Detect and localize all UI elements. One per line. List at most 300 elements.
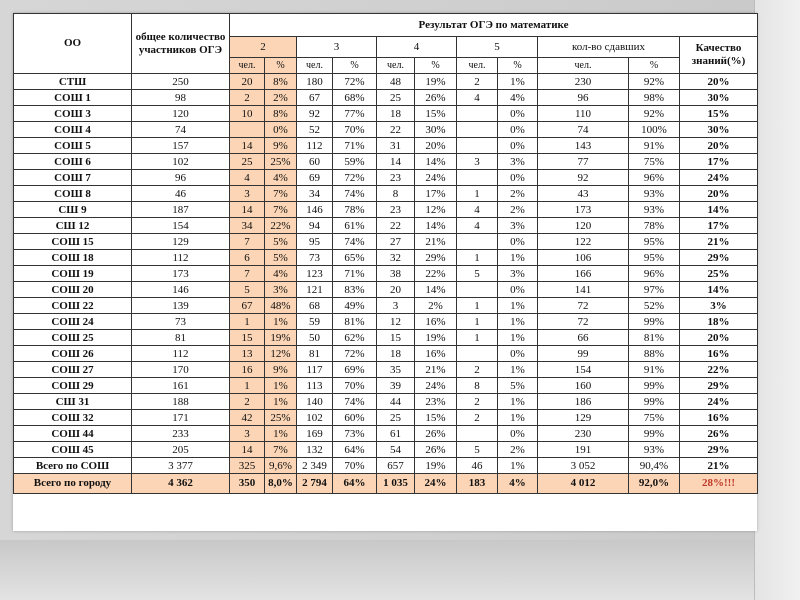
cell-g4p: 12% <box>415 202 457 218</box>
cell-pc: 173 <box>538 202 629 218</box>
cell-g5p: 0% <box>498 106 538 122</box>
cell-g3p: 64% <box>333 474 377 494</box>
cell-q: 18% <box>680 314 758 330</box>
cell-g5p: 0% <box>498 426 538 442</box>
cell-g4c: 18 <box>377 106 415 122</box>
cell-g5p: 1% <box>498 314 538 330</box>
cell-g3p: 77% <box>333 106 377 122</box>
cell-g5c: 8 <box>457 378 498 394</box>
cell-pc: 166 <box>538 266 629 282</box>
cell-pc: 77 <box>538 154 629 170</box>
school-name: СОШ 20 <box>14 282 132 298</box>
cell-g4c: 18 <box>377 346 415 362</box>
table-row <box>14 378 758 394</box>
cell-pc: 66 <box>538 330 629 346</box>
cell-g2p: 1% <box>265 314 297 330</box>
background-bottom <box>0 540 800 600</box>
cell-pc: 96 <box>538 90 629 106</box>
cell-q: 21% <box>680 234 758 250</box>
cell-g4p: 21% <box>415 234 457 250</box>
cell-g4p: 24% <box>415 170 457 186</box>
cell-g5p: 1% <box>498 330 538 346</box>
table-row <box>14 362 758 378</box>
cell-g3c: 81 <box>297 346 333 362</box>
cell-g2p: 12% <box>265 346 297 362</box>
cell-total: 3 377 <box>132 458 230 474</box>
cell-total: 154 <box>132 218 230 234</box>
cell-g3p: 72% <box>333 170 377 186</box>
cell-g3p: 78% <box>333 202 377 218</box>
cell-g3c: 2 349 <box>297 458 333 474</box>
cell-g4p: 2% <box>415 298 457 314</box>
cell-total: 81 <box>132 330 230 346</box>
cell-g5c <box>457 138 498 154</box>
cell-g3p: 72% <box>333 346 377 362</box>
table-row <box>14 138 758 154</box>
cell-q: 20% <box>680 330 758 346</box>
cell-g4c: 48 <box>377 74 415 90</box>
results-sheet <box>13 13 757 531</box>
cell-total: 170 <box>132 362 230 378</box>
cell-g5p: 3% <box>498 218 538 234</box>
cell-g2c: 14 <box>230 202 265 218</box>
cell-total: 73 <box>132 314 230 330</box>
cell-g4c: 25 <box>377 410 415 426</box>
cell-q: 29% <box>680 250 758 266</box>
cell-pp: 91% <box>629 362 680 378</box>
table-row <box>14 266 758 282</box>
cell-g3p: 61% <box>333 218 377 234</box>
cell-g4c: 8 <box>377 186 415 202</box>
cell-g5c <box>457 170 498 186</box>
cell-q: 29% <box>680 442 758 458</box>
cell-total: 139 <box>132 298 230 314</box>
cell-g2c: 1 <box>230 314 265 330</box>
cell-total: 187 <box>132 202 230 218</box>
cell-g2c: 10 <box>230 106 265 122</box>
cell-g2c: 1 <box>230 378 265 394</box>
cell-g2p: 2% <box>265 90 297 106</box>
cell-g2p: 9% <box>265 362 297 378</box>
header-grade-2: 2 <box>230 37 297 58</box>
cell-total: 205 <box>132 442 230 458</box>
cell-g5p: 1% <box>498 394 538 410</box>
cell-g5p: 5% <box>498 378 538 394</box>
cell-pc: 129 <box>538 410 629 426</box>
cell-g5c: 5 <box>457 266 498 282</box>
cell-g4p: 14% <box>415 154 457 170</box>
cell-g3c: 92 <box>297 106 333 122</box>
table-row <box>14 346 758 362</box>
cell-pc: 141 <box>538 282 629 298</box>
cell-g3p: 71% <box>333 138 377 154</box>
header-count-0: чел. <box>230 58 265 74</box>
cell-g5c: 4 <box>457 90 498 106</box>
cell-g2p: 25% <box>265 154 297 170</box>
table-row <box>14 218 758 234</box>
cell-g4p: 24% <box>415 474 457 494</box>
cell-q: 24% <box>680 170 758 186</box>
cell-pp: 91% <box>629 138 680 154</box>
cell-g3c: 102 <box>297 410 333 426</box>
cell-pp: 96% <box>629 170 680 186</box>
cell-g4p: 21% <box>415 362 457 378</box>
cell-q: 26% <box>680 426 758 442</box>
cell-g3p: 60% <box>333 410 377 426</box>
cell-g2p: 9,6% <box>265 458 297 474</box>
cell-g3c: 73 <box>297 250 333 266</box>
cell-q: 15% <box>680 106 758 122</box>
school-name: СОШ 45 <box>14 442 132 458</box>
cell-g5p: 1% <box>498 250 538 266</box>
cell-q: 29% <box>680 378 758 394</box>
cell-g5c: 5 <box>457 442 498 458</box>
cell-g4p: 26% <box>415 442 457 458</box>
cell-pp: 93% <box>629 442 680 458</box>
header-count-2: чел. <box>377 58 415 74</box>
cell-g3c: 121 <box>297 282 333 298</box>
cell-g3p: 74% <box>333 394 377 410</box>
cell-g5c: 1 <box>457 186 498 202</box>
cell-pp: 88% <box>629 346 680 362</box>
cell-g4p: 23% <box>415 394 457 410</box>
cell-g2c: 4 <box>230 170 265 186</box>
cell-pc: 143 <box>538 138 629 154</box>
header-quality: Качество знаний(%) <box>680 37 758 74</box>
cell-g4p: 14% <box>415 218 457 234</box>
cell-g2p: 0% <box>265 122 297 138</box>
cell-g3p: 73% <box>333 426 377 442</box>
cell-g2c: 2 <box>230 394 265 410</box>
cell-g5c <box>457 426 498 442</box>
cell-g3c: 34 <box>297 186 333 202</box>
school-name: СОШ 25 <box>14 330 132 346</box>
cell-g4c: 38 <box>377 266 415 282</box>
cell-pp: 92% <box>629 74 680 90</box>
cell-g5c <box>457 282 498 298</box>
cell-g5p: 0% <box>498 282 538 298</box>
cell-total: 188 <box>132 394 230 410</box>
cell-g2p: 8% <box>265 74 297 90</box>
oge-results-table <box>13 13 758 494</box>
cell-pp: 52% <box>629 298 680 314</box>
cell-g2c: 3 <box>230 186 265 202</box>
cell-g5p: 0% <box>498 346 538 362</box>
header-percent-0: % <box>265 58 297 74</box>
cell-g4c: 3 <box>377 298 415 314</box>
cell-g2p: 48% <box>265 298 297 314</box>
table-row <box>14 74 758 90</box>
cell-g2c: 350 <box>230 474 265 494</box>
cell-g4p: 15% <box>415 410 457 426</box>
cell-g4c: 1 035 <box>377 474 415 494</box>
cell-g3c: 95 <box>297 234 333 250</box>
cell-g3p: 64% <box>333 442 377 458</box>
cell-g2p: 8,0% <box>265 474 297 494</box>
school-name: СОШ 22 <box>14 298 132 314</box>
cell-g4c: 14 <box>377 154 415 170</box>
table-row <box>14 250 758 266</box>
cell-total: 4 362 <box>132 474 230 494</box>
cell-q: 22% <box>680 362 758 378</box>
school-name: СОШ 3 <box>14 106 132 122</box>
cell-g2c: 7 <box>230 266 265 282</box>
cell-g2p: 19% <box>265 330 297 346</box>
cell-total: 46 <box>132 186 230 202</box>
cell-g4p: 15% <box>415 106 457 122</box>
cell-g5p: 0% <box>498 122 538 138</box>
school-name: СОШ 7 <box>14 170 132 186</box>
cell-g5p: 4% <box>498 474 538 494</box>
cell-pc: 154 <box>538 362 629 378</box>
table-row <box>14 186 758 202</box>
cell-pp: 100% <box>629 122 680 138</box>
cell-g4p: 19% <box>415 458 457 474</box>
cell-g5c <box>457 106 498 122</box>
cell-g2c: 7 <box>230 234 265 250</box>
cell-g4p: 19% <box>415 330 457 346</box>
cell-g4p: 20% <box>415 138 457 154</box>
cell-pp: 90,4% <box>629 458 680 474</box>
cell-q: 20% <box>680 138 758 154</box>
school-name: СШ 9 <box>14 202 132 218</box>
cell-pp: 78% <box>629 218 680 234</box>
cell-pc: 72 <box>538 314 629 330</box>
cell-g3p: 74% <box>333 234 377 250</box>
cell-pc: 99 <box>538 346 629 362</box>
cell-g5c: 2 <box>457 410 498 426</box>
cell-pp: 92% <box>629 106 680 122</box>
school-name: СТШ <box>14 74 132 90</box>
cell-g2c: 6 <box>230 250 265 266</box>
cell-g3c: 2 794 <box>297 474 333 494</box>
cell-total: 129 <box>132 234 230 250</box>
cell-g2p: 7% <box>265 186 297 202</box>
cell-g3c: 52 <box>297 122 333 138</box>
cell-g5c: 1 <box>457 298 498 314</box>
table-row <box>14 106 758 122</box>
cell-g4p: 16% <box>415 314 457 330</box>
header-grade-4: 4 <box>377 37 457 58</box>
table-row <box>14 314 758 330</box>
school-name: СОШ 15 <box>14 234 132 250</box>
cell-g5c: 4 <box>457 202 498 218</box>
cell-g2c: 16 <box>230 362 265 378</box>
cell-g5c <box>457 122 498 138</box>
cell-g5c <box>457 346 498 362</box>
cell-g4c: 20 <box>377 282 415 298</box>
school-name: Всего по СОШ <box>14 458 132 474</box>
cell-g4p: 16% <box>415 346 457 362</box>
school-name: СОШ 32 <box>14 410 132 426</box>
header-percent-1: % <box>333 58 377 74</box>
cell-pc: 160 <box>538 378 629 394</box>
cell-g3c: 94 <box>297 218 333 234</box>
cell-g5c: 46 <box>457 458 498 474</box>
cell-g5p: 1% <box>498 410 538 426</box>
header-oo: ОО <box>14 14 132 74</box>
cell-g3c: 140 <box>297 394 333 410</box>
cell-g5p: 3% <box>498 154 538 170</box>
cell-g3p: 49% <box>333 298 377 314</box>
cell-pp: 75% <box>629 154 680 170</box>
cell-g4p: 14% <box>415 282 457 298</box>
cell-pc: 4 012 <box>538 474 629 494</box>
cell-g5c: 4 <box>457 218 498 234</box>
cell-pp: 75% <box>629 410 680 426</box>
cell-g5c: 3 <box>457 154 498 170</box>
school-name: СОШ 24 <box>14 314 132 330</box>
cell-g3p: 59% <box>333 154 377 170</box>
cell-total: 161 <box>132 378 230 394</box>
cell-q: 24% <box>680 394 758 410</box>
cell-total: 250 <box>132 74 230 90</box>
table-row <box>14 90 758 106</box>
cell-pc: 43 <box>538 186 629 202</box>
cell-g4c: 27 <box>377 234 415 250</box>
school-name: СОШ 29 <box>14 378 132 394</box>
cell-pc: 120 <box>538 218 629 234</box>
cell-g5c: 1 <box>457 250 498 266</box>
cell-g5p: 2% <box>498 442 538 458</box>
cell-total: 146 <box>132 282 230 298</box>
cell-g5p: 1% <box>498 74 538 90</box>
cell-g2p: 3% <box>265 282 297 298</box>
cell-g2p: 7% <box>265 442 297 458</box>
cell-g5p: 1% <box>498 362 538 378</box>
cell-g2c: 25 <box>230 154 265 170</box>
cell-g5c <box>457 234 498 250</box>
table-row <box>14 410 758 426</box>
cell-pp: 93% <box>629 186 680 202</box>
cell-g2c: 42 <box>230 410 265 426</box>
table-body <box>14 14 758 494</box>
table-row <box>14 154 758 170</box>
cell-g3p: 70% <box>333 122 377 138</box>
cell-pp: 95% <box>629 234 680 250</box>
table-row <box>14 122 758 138</box>
school-name: СШ 31 <box>14 394 132 410</box>
cell-pc: 230 <box>538 74 629 90</box>
cell-g2c: 15 <box>230 330 265 346</box>
cell-g3p: 62% <box>333 330 377 346</box>
cell-g2p: 4% <box>265 170 297 186</box>
cell-g2p: 9% <box>265 138 297 154</box>
cell-g4p: 22% <box>415 266 457 282</box>
cell-g2c: 5 <box>230 282 265 298</box>
school-name: СОШ 1 <box>14 90 132 106</box>
cell-g3c: 69 <box>297 170 333 186</box>
table-row <box>14 202 758 218</box>
cell-g3c: 50 <box>297 330 333 346</box>
header-percent-2: % <box>415 58 457 74</box>
cell-g5p: 2% <box>498 186 538 202</box>
cell-g4p: 26% <box>415 426 457 442</box>
cell-total: 96 <box>132 170 230 186</box>
cell-q: 28%!!! <box>680 474 758 494</box>
school-name: СОШ 18 <box>14 250 132 266</box>
table-row <box>14 330 758 346</box>
cell-pc: 110 <box>538 106 629 122</box>
cell-g3c: 67 <box>297 90 333 106</box>
cell-g4c: 61 <box>377 426 415 442</box>
cell-g3c: 117 <box>297 362 333 378</box>
cell-pp: 92,0% <box>629 474 680 494</box>
cell-q: 16% <box>680 346 758 362</box>
cell-g2c: 34 <box>230 218 265 234</box>
cell-total: 233 <box>132 426 230 442</box>
cell-g2p: 8% <box>265 106 297 122</box>
cell-pc: 72 <box>538 298 629 314</box>
cell-q: 17% <box>680 218 758 234</box>
cell-g4c: 25 <box>377 90 415 106</box>
cell-q: 30% <box>680 122 758 138</box>
cell-g2c: 2 <box>230 90 265 106</box>
school-name: СОШ 5 <box>14 138 132 154</box>
cell-q: 17% <box>680 154 758 170</box>
cell-g2p: 5% <box>265 250 297 266</box>
cell-total: 120 <box>132 106 230 122</box>
cell-g3p: 69% <box>333 362 377 378</box>
cell-pp: 99% <box>629 378 680 394</box>
cell-g3c: 60 <box>297 154 333 170</box>
cell-g5p: 0% <box>498 138 538 154</box>
cell-q: 20% <box>680 74 758 90</box>
cell-pc: 191 <box>538 442 629 458</box>
header-grade-5: 5 <box>457 37 538 58</box>
cell-g2c <box>230 122 265 138</box>
cell-g3p: 65% <box>333 250 377 266</box>
school-name: СШ 12 <box>14 218 132 234</box>
cell-total: 102 <box>132 154 230 170</box>
header-row-1 <box>14 14 758 37</box>
header-count-3: чел. <box>457 58 498 74</box>
cell-g3c: 169 <box>297 426 333 442</box>
cell-pp: 95% <box>629 250 680 266</box>
cell-g5p: 2% <box>498 202 538 218</box>
cell-g5c: 2 <box>457 394 498 410</box>
header-grade-3: 3 <box>297 37 377 58</box>
cell-g2c: 14 <box>230 138 265 154</box>
cell-g4c: 23 <box>377 170 415 186</box>
table-row <box>14 426 758 442</box>
cell-g4c: 31 <box>377 138 415 154</box>
cell-g4c: 12 <box>377 314 415 330</box>
cell-g5p: 0% <box>498 170 538 186</box>
school-name: Всего по городу <box>14 474 132 494</box>
school-name: СОШ 26 <box>14 346 132 362</box>
cell-g4c: 32 <box>377 250 415 266</box>
cell-g4c: 23 <box>377 202 415 218</box>
cell-g3p: 70% <box>333 458 377 474</box>
cell-pp: 98% <box>629 90 680 106</box>
cell-g2p: 7% <box>265 202 297 218</box>
cell-pc: 186 <box>538 394 629 410</box>
cell-pp: 99% <box>629 394 680 410</box>
cell-g2p: 1% <box>265 426 297 442</box>
cell-g4c: 35 <box>377 362 415 378</box>
cell-g5c: 1 <box>457 330 498 346</box>
cell-g5p: 1% <box>498 298 538 314</box>
table-row <box>14 298 758 314</box>
cell-g4p: 30% <box>415 122 457 138</box>
cell-g5c: 2 <box>457 74 498 90</box>
cell-g3c: 132 <box>297 442 333 458</box>
cell-g3c: 146 <box>297 202 333 218</box>
cell-g2p: 5% <box>265 234 297 250</box>
cell-g4c: 22 <box>377 122 415 138</box>
cell-g2c: 67 <box>230 298 265 314</box>
